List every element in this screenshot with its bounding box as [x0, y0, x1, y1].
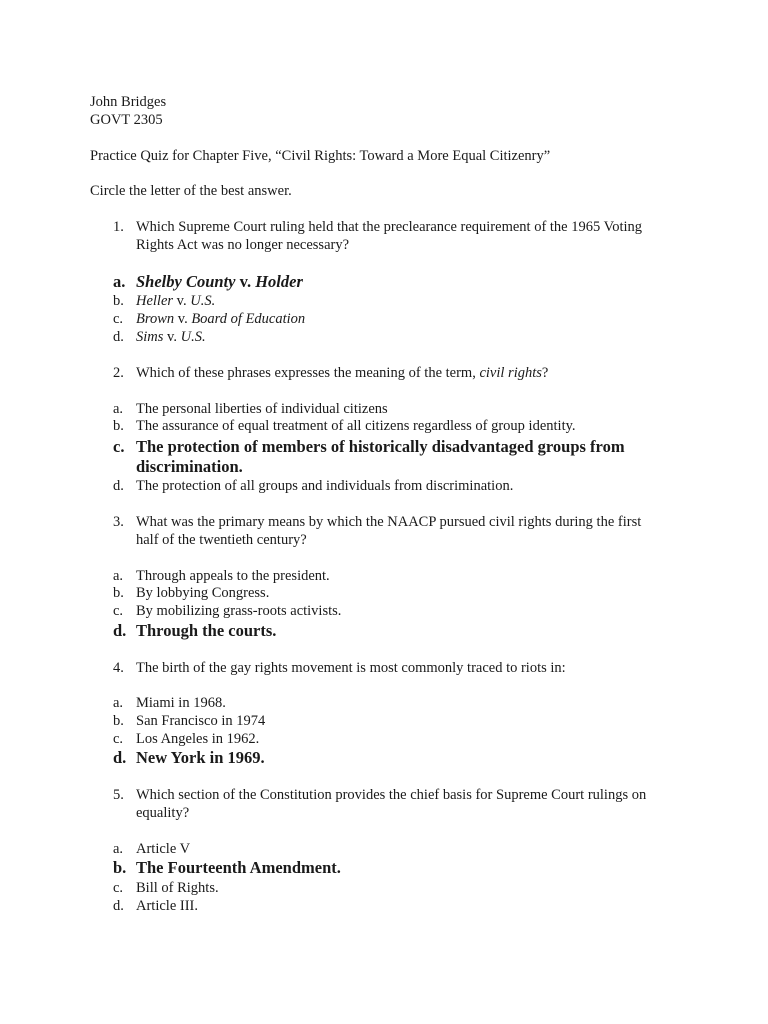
term-emphasis: civil rights [479, 365, 542, 381]
option-letter: c. [113, 437, 125, 456]
option-text: The Fourteenth Amendment. [136, 858, 341, 877]
answer-option [113, 712, 265, 730]
answer-option [113, 477, 513, 495]
option-text: Article III. [136, 898, 198, 914]
case-party: Brown [136, 311, 175, 327]
answer-option [113, 730, 259, 748]
course-code: GOVT 2305 [90, 112, 163, 128]
question-text: What was the primary means by which the NAACP pursued civil rights during the first half of the twentieth century? [136, 514, 642, 548]
quiz-title: Practice Quiz for Chapter Five, “Civil Rights: Toward a More Equal Citizenry” [90, 148, 551, 164]
answer-option [113, 328, 206, 346]
question-number: 4. [113, 660, 124, 676]
option-letter: c. [113, 311, 124, 327]
answer-option [113, 897, 198, 915]
option-letter: d. [113, 478, 124, 494]
case-party: U.S. [190, 293, 216, 309]
answer-option [113, 694, 226, 712]
case-party: U.S. [180, 329, 206, 345]
student-name: John Bridges [90, 94, 167, 110]
option-letter: d. [113, 621, 127, 640]
option-letter: a. [113, 272, 126, 291]
instructions: Circle the letter of the best answer. [90, 183, 292, 199]
question-number: 2. [113, 365, 124, 381]
answer-option-correct [113, 748, 265, 768]
answer-option-correct [113, 437, 673, 477]
answer-option-correct [113, 621, 276, 641]
question-text-part: Which of these phrases expresses the meaning of the term, [136, 365, 480, 381]
question-text: The birth of the gay rights movement is most commonly traced to riots in: [136, 660, 566, 676]
question-text-part: ? [541, 365, 549, 381]
case-party: Shelby County [136, 272, 236, 291]
question-number: 5. [113, 787, 124, 803]
option-text: The protection of all groups and individuals from discrimination. [136, 478, 514, 494]
option-text: The personal liberties of individual citizens [136, 401, 388, 417]
option-letter: c. [113, 731, 124, 747]
answer-option [113, 292, 215, 310]
option-letter: b. [113, 293, 124, 309]
answer-option [113, 879, 219, 897]
option-letter: a. [113, 568, 124, 584]
option-letter: c. [113, 603, 124, 619]
case-party: Sims [136, 329, 164, 345]
answer-option [113, 417, 576, 435]
option-letter: c. [113, 880, 124, 896]
case-versus: v. [163, 329, 181, 345]
answer-option [113, 567, 330, 585]
option-text: By lobbying Congress. [136, 585, 270, 601]
option-letter: a. [113, 401, 124, 417]
option-text: The assurance of equal treatment of all citizens regardless of group identity. [136, 418, 576, 434]
option-text: Through appeals to the president. [136, 568, 330, 584]
option-text: Miami in 1968. [136, 695, 226, 711]
option-text: New York in 1969. [136, 748, 265, 767]
case-party: Holder [255, 272, 303, 291]
option-letter: a. [113, 841, 124, 857]
option-text: Los Angeles in 1962. [136, 731, 260, 747]
option-text: By mobilizing grass-roots activists. [136, 603, 342, 619]
case-party: Heller [136, 293, 174, 309]
option-text: Article V [136, 841, 191, 857]
answer-option [113, 584, 269, 602]
case-versus: v. [235, 272, 256, 291]
case-versus: v. [173, 293, 191, 309]
answer-option [113, 602, 341, 620]
option-letter: b. [113, 418, 124, 434]
question-text: Which section of the Constitution provides the chief basis for Supreme Court rulings on equality? [136, 787, 647, 821]
option-letter: a. [113, 695, 124, 711]
option-text: Through the courts. [136, 621, 277, 640]
option-text: Bill of Rights. [136, 880, 219, 896]
option-letter: d. [113, 329, 124, 345]
option-letter: d. [113, 748, 127, 767]
case-party: Board of Education [191, 311, 306, 327]
option-letter: b. [113, 585, 124, 601]
answer-option [113, 840, 190, 858]
answer-option-correct [113, 272, 303, 292]
question-number: 3. [113, 514, 124, 530]
answer-option-correct [113, 858, 341, 878]
option-letter: b. [113, 858, 127, 877]
option-letter: d. [113, 898, 124, 914]
option-text: San Francisco in 1974 [136, 713, 266, 729]
answer-option [113, 310, 305, 328]
question-text: Which Supreme Court ruling held that the preclearance requirement of the 1965 Voting Rights Act was no longer necessary? [136, 219, 643, 253]
option-text: The protection of members of historically disadvantaged groups from discrimination. [136, 437, 625, 476]
question-text [136, 364, 666, 382]
answer-option [113, 400, 388, 418]
question-number: 1. [113, 219, 124, 235]
option-letter: b. [113, 713, 124, 729]
case-versus: v. [174, 311, 192, 327]
